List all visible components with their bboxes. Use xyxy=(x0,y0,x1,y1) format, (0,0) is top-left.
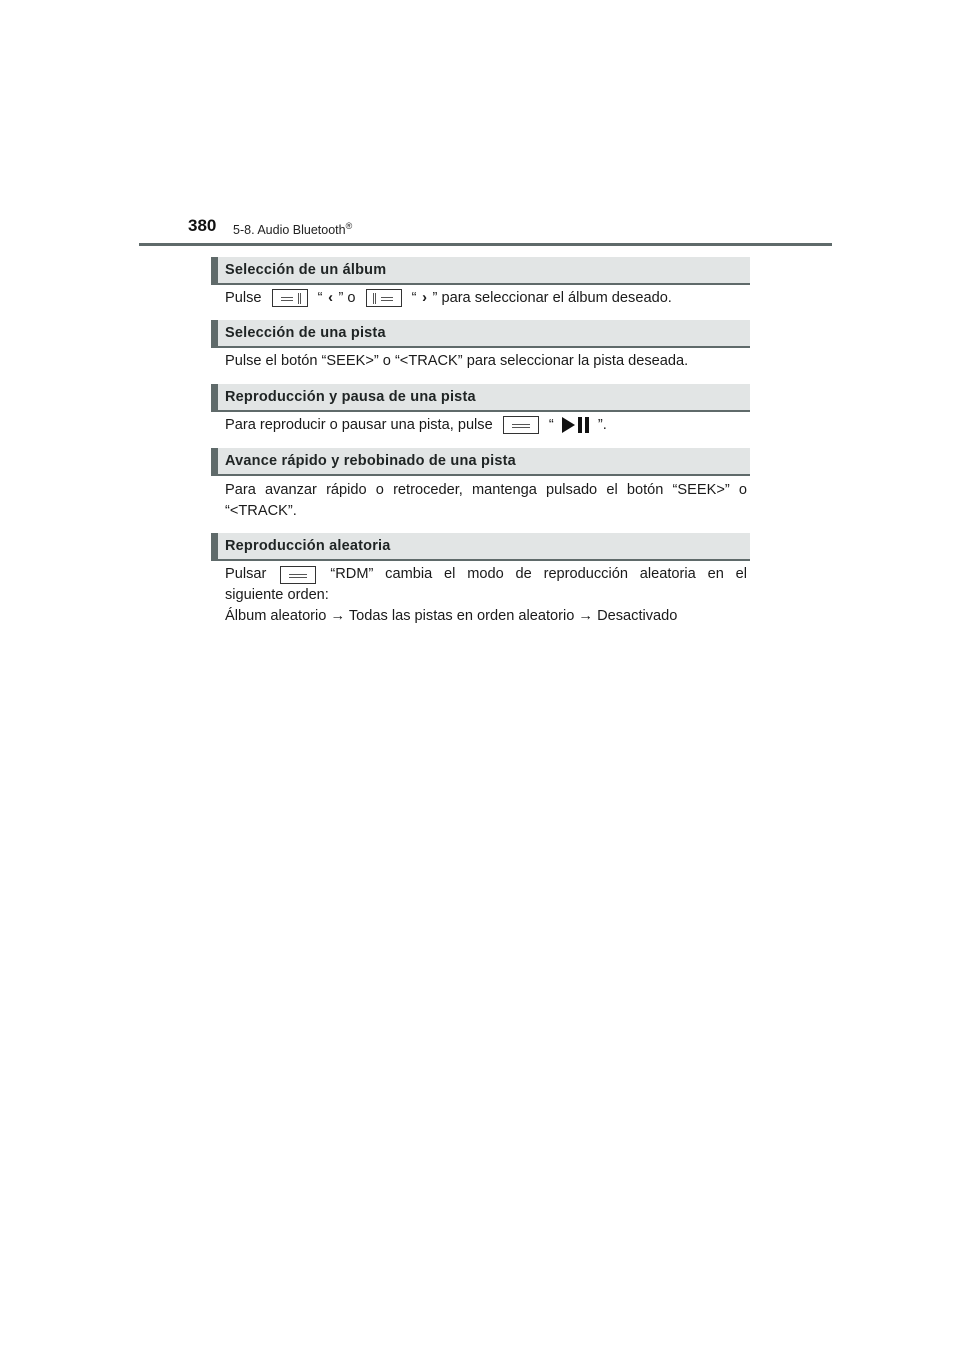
album-text-4: “ xyxy=(411,290,417,306)
random-text-1: Pulsar xyxy=(225,566,267,582)
header-rule xyxy=(139,243,832,246)
paragraph-track: Pulse el botón “SEEK>” o “<TRACK” para seleccionar la pista deseada. xyxy=(225,353,689,369)
chevron-left-icon: ‹ xyxy=(328,290,333,306)
steering-switch-right-icon xyxy=(366,289,402,307)
section-heading-track-text: Selección de una pista xyxy=(225,325,386,341)
section-heading-random-text: Reproducción aleatoria xyxy=(225,538,391,554)
steering-switch-icon xyxy=(503,416,539,434)
registered-mark: ® xyxy=(345,221,353,231)
section-heading-album-text: Selección de un álbum xyxy=(225,262,387,278)
running-header xyxy=(233,221,352,237)
play-pause-icon xyxy=(558,416,594,434)
paragraph-random-line-1 xyxy=(225,564,747,585)
section-heading-play-pause-text: Reproducción y pausa de una pista xyxy=(225,389,476,405)
paragraph-album xyxy=(225,288,747,309)
album-text-1: Pulse xyxy=(225,290,262,306)
steering-switch-icon xyxy=(280,566,316,584)
section-heading-random xyxy=(211,533,750,561)
play-pause-text-3: ”. xyxy=(597,417,607,433)
album-text-3: ” o xyxy=(338,290,356,306)
paragraph-fast-forward-line-2: “<TRACK”. xyxy=(225,503,297,519)
section-heading-album xyxy=(211,257,750,285)
section-heading-fast-forward-text: Avance rápido y rebobinado de una pista xyxy=(225,453,516,469)
paragraph-fast-forward-line-1: Para avanzar rápido o retroceder, mantenga pulsado el botón “SEEK>” o xyxy=(225,482,747,498)
album-text-2: “ xyxy=(317,290,323,306)
paragraph-random-line-3: Álbum aleatorio → Todas las pistas en orden aleatorio → Desactivado xyxy=(225,608,678,624)
section-heading-play-pause xyxy=(211,384,750,412)
section-heading-track xyxy=(211,320,750,348)
page-number: 380 xyxy=(188,216,217,235)
running-header-title: 5-8. Audio Bluetooth xyxy=(233,223,346,238)
album-text-5: ” para seleccionar el álbum deseado. xyxy=(432,290,672,306)
steering-switch-left-icon xyxy=(272,289,308,307)
play-pause-text-2: “ xyxy=(548,417,554,433)
paragraph-random-line-2: siguiente orden: xyxy=(225,587,329,603)
chevron-right-icon: › xyxy=(422,290,427,306)
play-pause-text-1: Para reproducir o pausar una pista, pulse xyxy=(225,417,493,433)
paragraph-play-pause xyxy=(225,415,747,436)
random-text-2: “RDM” cambia el modo de reproducción aleatoria en el xyxy=(330,566,747,582)
section-heading-fast-forward xyxy=(211,448,750,476)
